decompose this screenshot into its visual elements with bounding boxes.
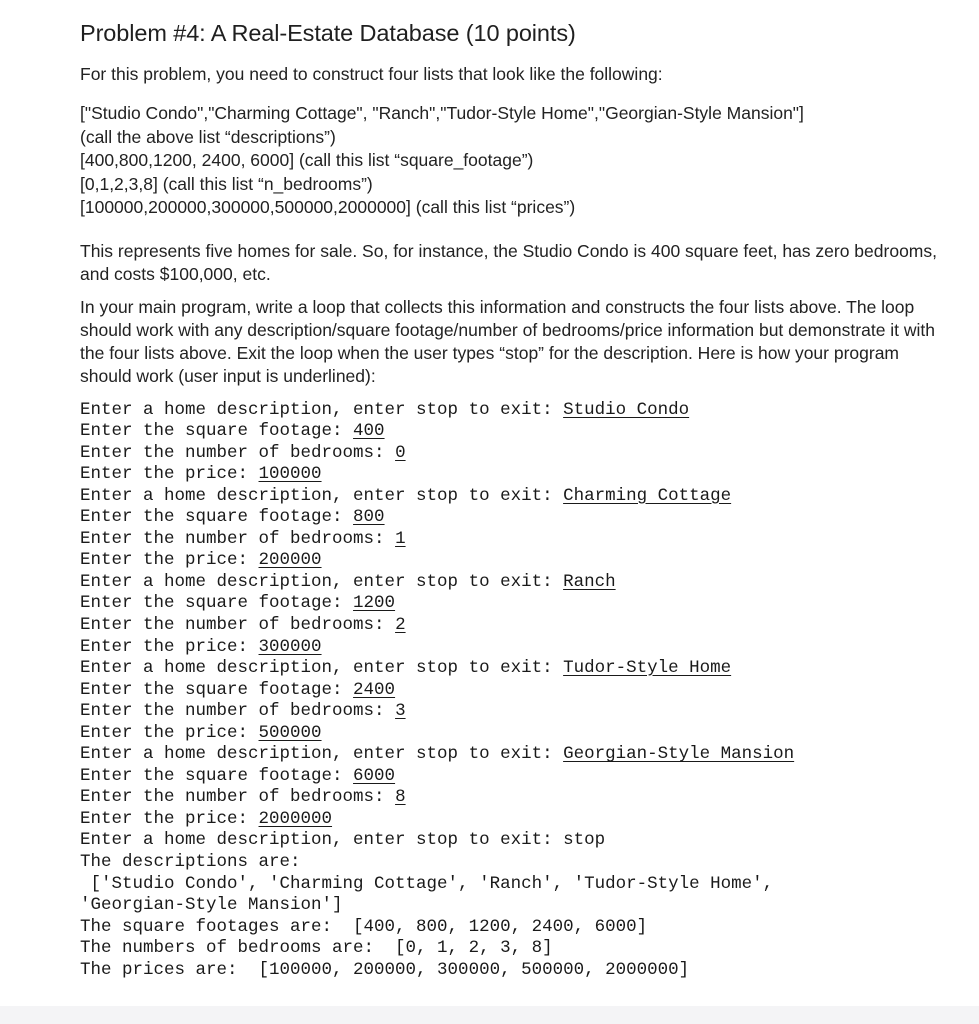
console-line <box>80 637 979 659</box>
console-prompt: Enter a home description, enter stop to exit: <box>80 571 564 592</box>
user-input: 300000 <box>258 636 322 657</box>
instructions-paragraph: In your main program, write a loop that collects this information and constructs the four lists above. The loop should work with any description/square footage/number of bedrooms/price information but demonstrate it with the four lists above. Exit the loop when the user types “stop” for the description. Here is how your program should work (user input is underlined): <box>80 296 936 386</box>
console-prompt: The numbers of bedrooms are: [0, 1, 2, 3, 8] <box>80 938 553 959</box>
console-output <box>80 400 979 982</box>
console-line <box>80 938 979 960</box>
user-input: Tudor-Style Home <box>563 658 732 679</box>
console-line <box>80 550 979 572</box>
console-line <box>80 766 979 788</box>
list-line: [100000,200000,300000,500000,2000000] (call this list “prices”) <box>80 197 576 217</box>
console-prompt: The descriptions are: <box>80 851 301 872</box>
console-prompt: Enter a home description, enter stop to exit: <box>80 485 564 506</box>
console-line <box>80 464 979 486</box>
user-input: 1200 <box>353 593 396 614</box>
console-prompt: Enter the number of bedrooms: <box>80 528 396 549</box>
console-prompt: Enter the price: <box>80 464 259 485</box>
console-prompt: Enter a home description, enter stop to exit: <box>80 658 564 679</box>
console-line <box>80 723 979 745</box>
console-prompt: Enter the number of bedrooms: <box>80 442 396 463</box>
console-line <box>80 658 979 680</box>
user-input: 1 <box>395 528 406 549</box>
console-prompt: Enter the number of bedrooms: <box>80 701 396 722</box>
user-input: Ranch <box>563 571 616 592</box>
console-prompt: Enter the square footage: <box>80 679 354 700</box>
console-prompt: 'Georgian-Style Mansion'] <box>80 895 343 916</box>
page-bottom-bar <box>0 1006 979 1024</box>
console-line <box>80 960 979 982</box>
console-prompt: Enter a home description, enter stop to exit: stop <box>80 830 606 851</box>
console-line <box>80 615 979 637</box>
user-input: 2400 <box>353 679 396 700</box>
list-line: [400,800,1200, 2400, 6000] (call this list “square_footage”) <box>80 150 534 170</box>
console-prompt: The square footages are: [400, 800, 1200, 2400, 6000] <box>80 916 648 937</box>
console-prompt: ['Studio Condo', 'Charming Cottage', 'Ranch', 'Tudor-Style Home', <box>80 873 774 894</box>
user-input: 3 <box>395 701 406 722</box>
user-input: Georgian-Style Mansion <box>563 744 795 765</box>
user-input: 800 <box>353 507 385 528</box>
console-line <box>80 787 979 809</box>
console-line <box>80 400 979 422</box>
user-input: 6000 <box>353 765 396 786</box>
console-prompt: Enter a home description, enter stop to exit: <box>80 744 564 765</box>
user-input: 2000000 <box>258 808 333 829</box>
explanation-paragraph: This represents five homes for sale. So, for instance, the Studio Condo is 400 square feet, has zero bedrooms, and costs $100,000, etc. <box>80 240 937 284</box>
console-line <box>80 874 979 896</box>
user-input: 8 <box>395 787 406 808</box>
list-line: [0,1,2,3,8] (call this list “n_bedrooms”) <box>80 173 373 194</box>
list-line: ["Studio Condo","Charming Cottage", "Ranch","Tudor-Style Home","Georgian-Style Mansion"] <box>80 103 804 123</box>
console-line <box>80 895 979 917</box>
console-prompt: Enter the number of bedrooms: <box>80 787 396 808</box>
user-input: 200000 <box>258 550 322 571</box>
console-line <box>80 744 979 766</box>
console-line <box>80 572 979 594</box>
user-input: 2 <box>395 614 406 635</box>
user-input: Studio Condo <box>563 399 690 420</box>
console-prompt: Enter the price: <box>80 808 259 829</box>
console-prompt: Enter the square footage: <box>80 765 354 786</box>
console-line <box>80 443 979 465</box>
console-prompt: Enter the price: <box>80 636 259 657</box>
console-line <box>80 809 979 831</box>
user-input: 400 <box>353 421 385 442</box>
console-prompt: Enter the square footage: <box>80 507 354 528</box>
console-prompt: Enter the price: <box>80 550 259 571</box>
console-line <box>80 830 979 852</box>
console-line <box>80 421 979 443</box>
console-prompt: Enter a home description, enter stop to exit: <box>80 399 564 420</box>
console-line <box>80 680 979 702</box>
console-line <box>80 529 979 551</box>
intro-paragraph: For this problem, you need to construct four lists that look like the following: <box>80 64 663 84</box>
console-prompt: Enter the square footage: <box>80 593 354 614</box>
console-prompt: Enter the number of bedrooms: <box>80 614 396 635</box>
user-input: 500000 <box>258 722 322 743</box>
list-definitions <box>80 102 979 220</box>
user-input: 0 <box>395 442 406 463</box>
console-line <box>80 917 979 939</box>
console-prompt: The prices are: [100000, 200000, 300000, 500000, 2000000] <box>80 959 690 980</box>
console-prompt: Enter the square footage: <box>80 421 354 442</box>
console-line <box>80 701 979 723</box>
console-prompt: Enter the price: <box>80 722 259 743</box>
console-line <box>80 507 979 529</box>
console-line <box>80 593 979 615</box>
list-line: (call the above list “descriptions”) <box>80 126 336 147</box>
user-input: 100000 <box>258 464 322 485</box>
problem-title: Problem #4: A Real-Estate Database (10 points) <box>80 20 576 46</box>
console-line <box>80 486 979 508</box>
console-line <box>80 852 979 874</box>
user-input: Charming Cottage <box>563 485 732 506</box>
